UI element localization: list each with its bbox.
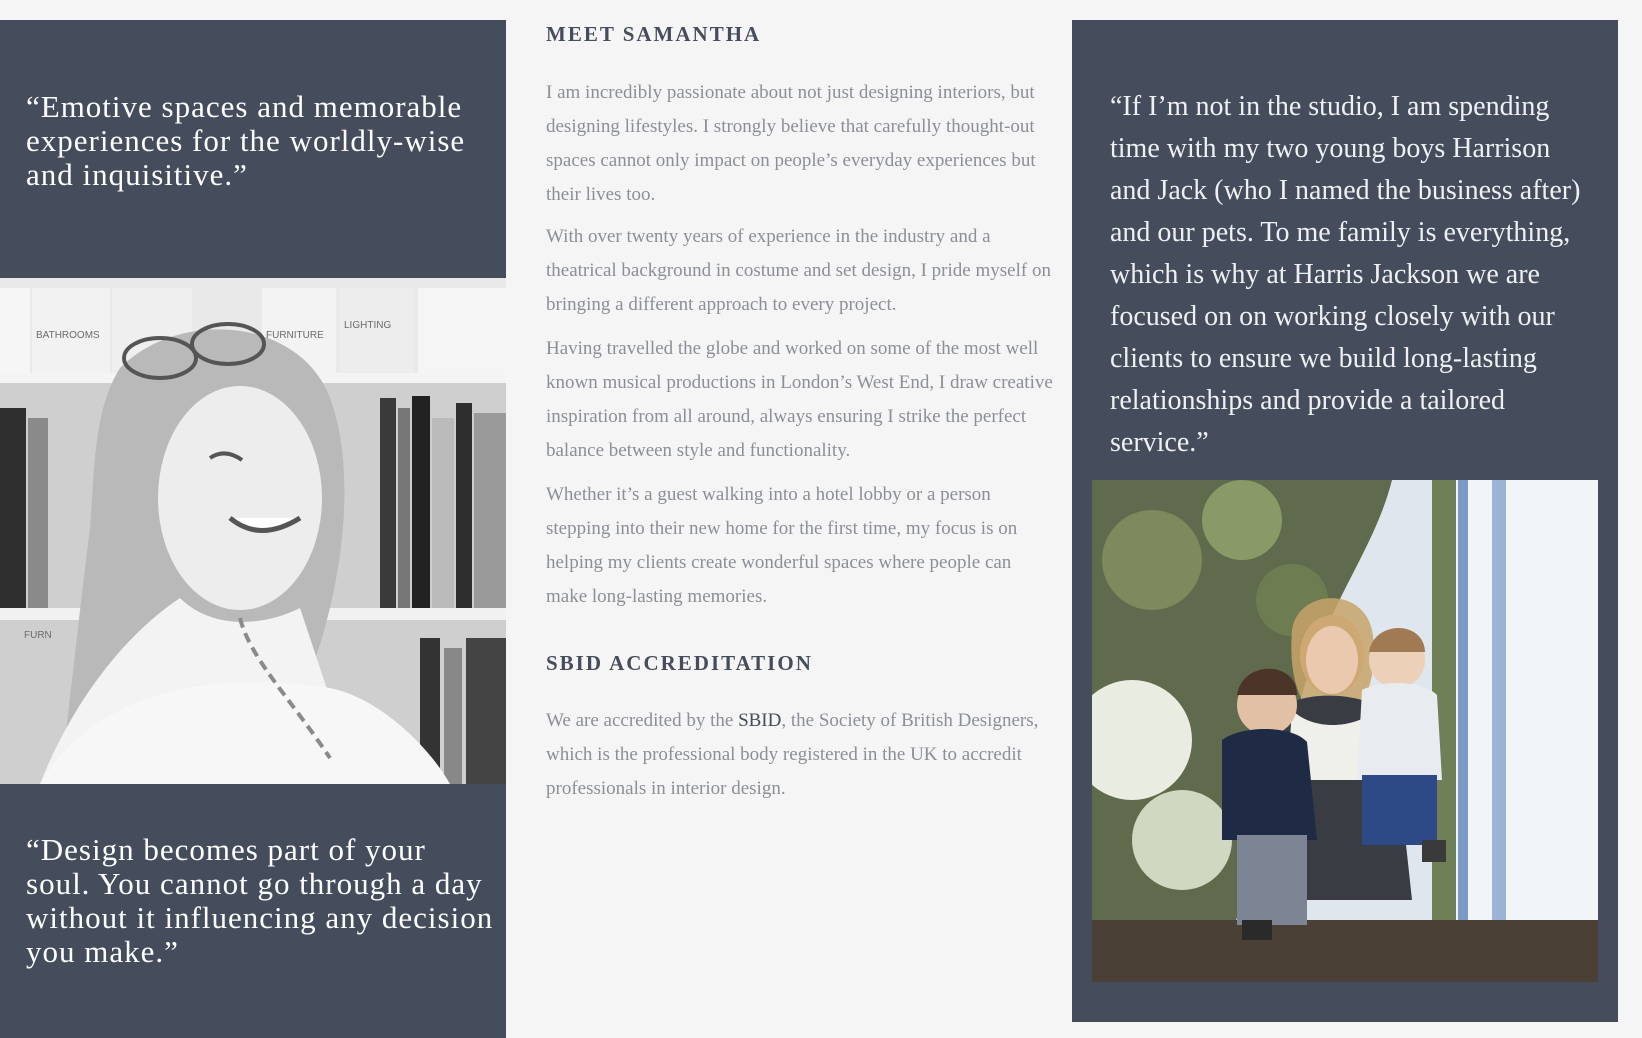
meet-samantha-heading: MEET SAMANTHA	[546, 22, 762, 46]
sbid-paragraph	[546, 704, 1056, 806]
box-label-bathrooms: BATHROOMS	[36, 330, 100, 341]
about-paragraph-3: Having travelled the globe and worked on some of the most well known musical productions in London’s West End, I draw creative inspiration from all around, always ensuring I strike the perfect balance between style and functionality.	[546, 338, 1053, 461]
about-paragraph-1: I am incredibly passionate about not just designing interiors, but designing lifestyles. I strongly believe that carefully thought-out spaces cannot only impact on people’s everyday experiences but their lives too.	[546, 82, 1036, 205]
family-photo	[1092, 480, 1598, 982]
right-quote-panel	[1072, 20, 1618, 1022]
sbid-link[interactable]: SBID	[738, 710, 782, 731]
samantha-portrait-photo	[0, 278, 506, 784]
portrait-illustration	[0, 278, 506, 784]
sbid-accreditation-heading: SBID ACCREDITATION	[546, 651, 813, 675]
about-paragraph-2: With over twenty years of experience in the industry and a theatrical background in costume and set design, I pride myself on bringing a different approach to every project.	[546, 226, 1051, 315]
family-illustration	[1092, 480, 1598, 982]
box-label-lighting: LIGHTING	[344, 320, 392, 331]
sbid-text-before: We are accredited by the	[546, 710, 739, 731]
box-label-furniture: FURNITURE	[266, 330, 324, 341]
quote-family: “If I’m not in the studio, I am spending time with my two young boys Harrison and Jack (who I named the business after) and our pets. To me family is everything, which is why at Harris Jackson we are focused on on working closely with our clients to ensure we build long-lasting relationships and provide a tailored service.”	[1110, 91, 1581, 458]
box-label-furn: FURN	[24, 630, 52, 641]
about-paragraph-4: Whether it’s a guest walking into a hotel lobby or a person stepping into their new home for the first time, my focus is on helping my clients create wonderful spaces where people can make long-lasting memories.	[546, 484, 1018, 607]
quote-design-soul: “Design becomes part of your soul. You cannot go through a day without it influencing any decision you make.”	[26, 832, 494, 969]
left-quote-panel	[0, 20, 506, 1038]
quote-emotive-spaces: “Emotive spaces and memorable experiences for the worldly-wise and inquisitive.”	[26, 89, 466, 192]
sbid-text-after: , the Society of British Designers, which is the professional body registered in the UK to accredit professionals in interior design.	[546, 710, 1039, 799]
